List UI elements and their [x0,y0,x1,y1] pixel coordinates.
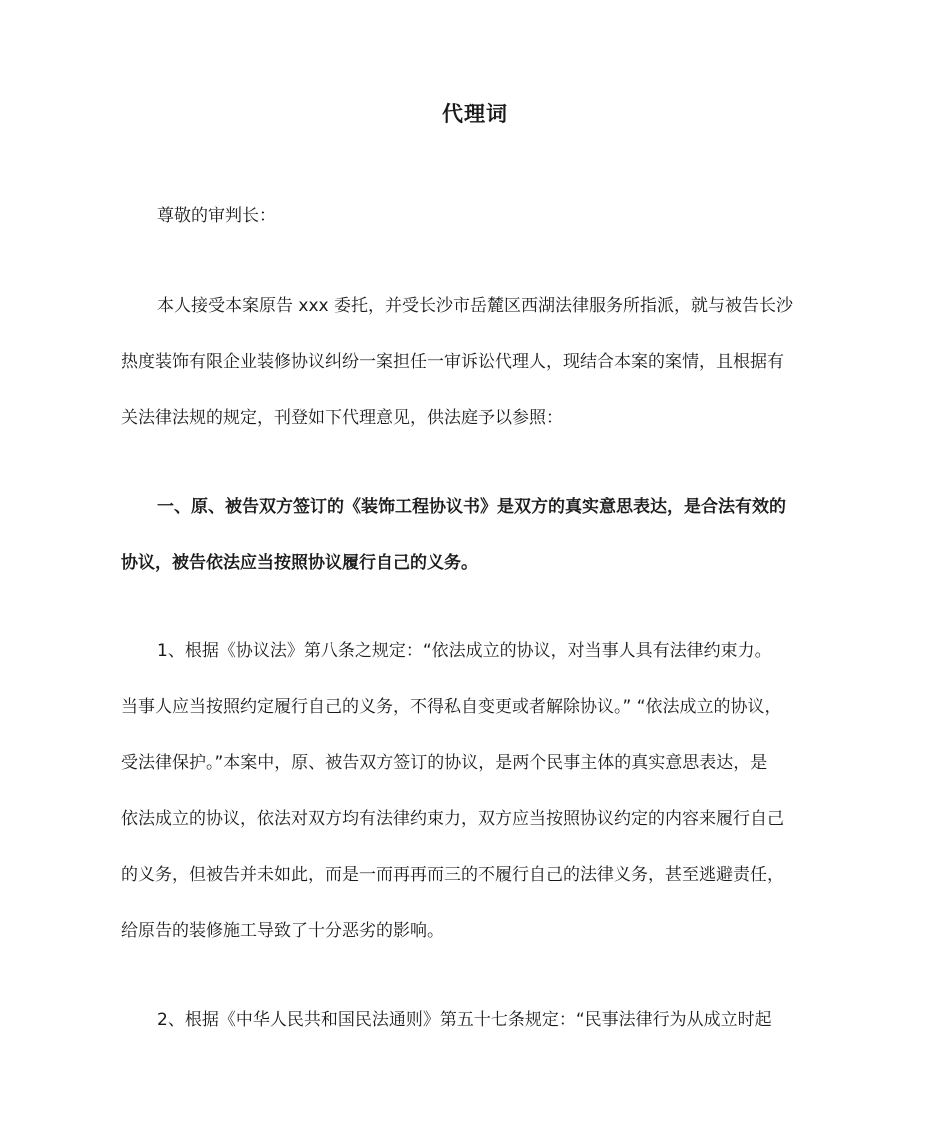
document-title: 代理词 [442,102,508,126]
paragraph-2-line-4: 依法成立的协议，依法对双方均有法律约束力，双方应当按照协议约定的内容来履行自己 [121,809,784,829]
paragraph-1-line-1: 本人接受本案原告 xxx 委托，并受长沙市岳麓区西湖法律服务所指派，就与被告长沙 [157,296,793,316]
paragraph-2-line-1: 1、根据《协议法》第八条之规定：“依法成立的协议，对当事人具有法律约束力。 [157,641,772,661]
heading-1-line-2: 协议，被告依法应当按照协议履行自己的义务。 [121,553,478,573]
paragraph-3-line-1: 2、根据《中华人民共和国民法通则》第五十七条规定：“民事法律行为从成立时起 [157,1010,772,1030]
paragraph-2-line-2: 当事人应当按照约定履行自己的义务，不得私自变更或者解除协议。” “依法成立的协议， [121,697,782,717]
paragraph-1-line-2: 热度装饰有限企业装修协议纠纷一案担任一审诉讼代理人，现结合本案的案情，且根据有 [121,352,784,372]
paragraph-1-line-3: 关法律法规的规定，刊登如下代理意见，供法庭予以参照： [121,408,563,428]
paragraph-2-line-6: 给原告的装修施工导致了十分恶劣的影响。 [121,921,444,941]
paragraph-2-line-3: 受法律保护。”本案中，原、被告双方签订的协议，是两个民事主体的真实意思表达，是 [121,753,768,773]
salutation: 尊敬的审判长： [157,206,276,226]
paragraph-2-line-5: 的义务，但被告并未如此，而是一而再再而三的不履行自己的法律义务，甚至逃避责任， [121,865,784,885]
heading-1-line-1: 一、原、被告双方签订的《装饰工程协议书》是双方的真实意思表达，是合法有效的 [157,497,786,517]
